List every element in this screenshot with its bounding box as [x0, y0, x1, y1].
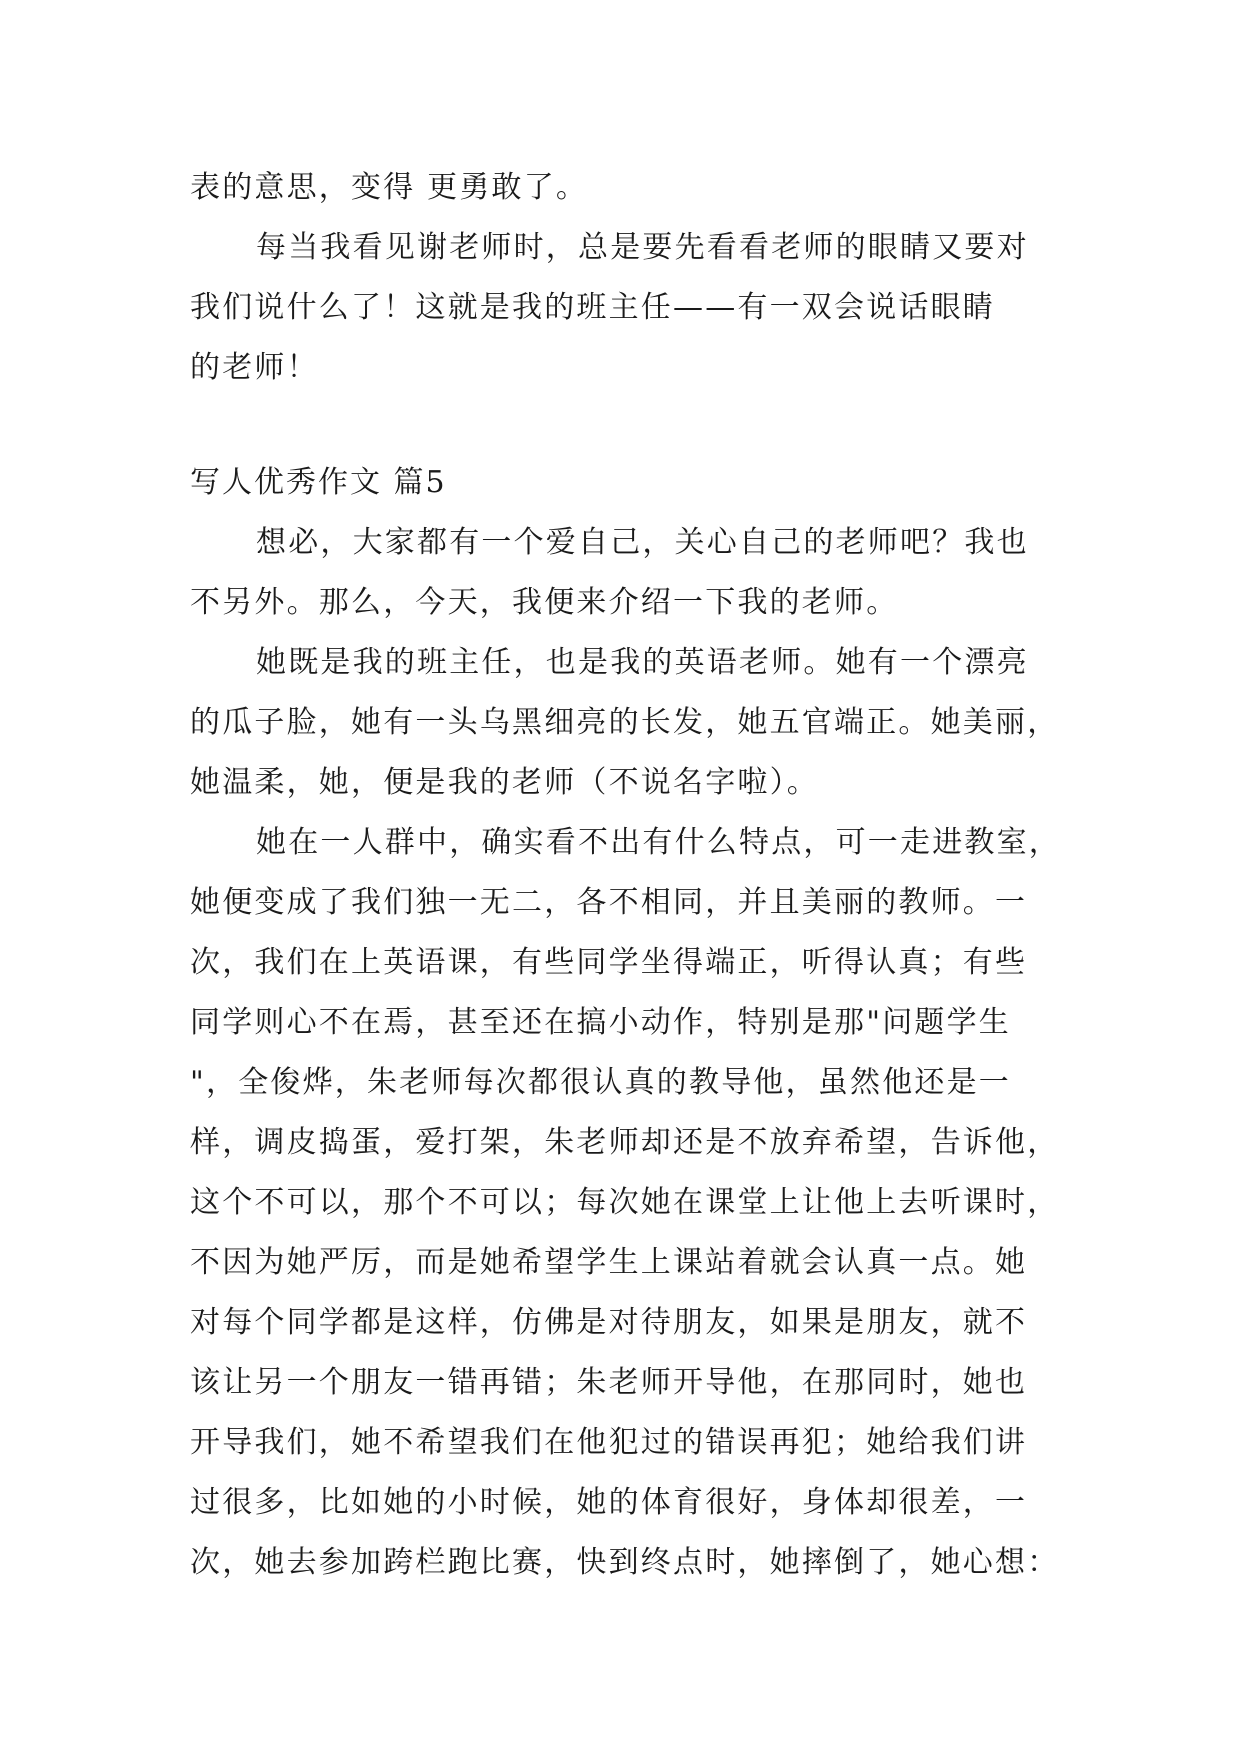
- section-heading: 写人优秀作文 篇5: [190, 465, 447, 500]
- text-line: 对每个同学都是这样，仿佛是对待朋友，如果是朋友，就不: [190, 1305, 1028, 1340]
- document-body: [190, 158, 1061, 1593]
- paragraph-intro: [190, 513, 1052, 633]
- text-line: 的老师！: [190, 350, 319, 385]
- text-line: 该让另一个朋友一错再错；朱老师开导他，在那同时，她也: [190, 1365, 1028, 1400]
- text-line: 次，她去参加跨栏跑比赛，快到终点时，她摔倒了，她心想：: [190, 1545, 1060, 1580]
- text-line: 的瓜子脸，她有一头乌黑细亮的长发，她五官端正。她美丽，: [190, 705, 1060, 740]
- text-line: 样，调皮捣蛋，爱打架，朱老师却还是不放弃希望，告诉他，: [190, 1125, 1060, 1160]
- paragraph-description: [190, 633, 1060, 813]
- paragraph-closing: [190, 218, 1052, 398]
- section-gap: [190, 398, 1052, 453]
- text-line: 过很多，比如她的小时候，她的体育很好，身体却很差，一: [190, 1485, 1028, 1520]
- text-line: 我们说什么了！这就是我的班主任——有一双会说话眼睛: [190, 290, 995, 325]
- text-line: 次，我们在上英语课，有些同学坐得端正，听得认真；有些: [190, 945, 1028, 980]
- paragraph-story: [190, 813, 1061, 1593]
- text-line: 她温柔，她，便是我的老师（不说名字啦）。: [190, 765, 819, 800]
- text-line: "，全俊烨，朱老师每次都很认真的教导他，虽然他还是一: [190, 1065, 1011, 1100]
- text-line: 表的意思，变得 更勇敢了。: [190, 170, 589, 205]
- text-line: 开导我们，她不希望我们在他犯过的错误再犯；她给我们讲: [190, 1425, 1028, 1460]
- text-line: 想必，大家都有一个爱自己，关心自己的老师吧？我也: [256, 525, 1029, 560]
- text-line: 不因为她严厉，而是她希望学生上课站着就会认真一点。她: [190, 1245, 1028, 1280]
- text-line: 她既是我的班主任，也是我的英语老师。她有一个漂亮: [256, 645, 1029, 680]
- paragraph-continued: [190, 158, 1052, 218]
- text-line: 同学则心不在焉，甚至还在搞小动作，特别是那"问题学生: [190, 1005, 1011, 1040]
- text-line: 她便变成了我们独一无二，各不相同，并且美丽的教师。一: [190, 885, 1028, 920]
- text-line: 这个不可以，那个不可以；每次她在课堂上让他上去听课时，: [190, 1185, 1060, 1220]
- text-line: 每当我看见谢老师时，总是要先看看老师的眼睛又要对: [256, 230, 1029, 265]
- text-line: 她在一人群中，确实看不出有什么特点，可一走进教室，: [256, 825, 1061, 860]
- text-line: 不另外。那么，今天，我便来介绍一下我的老师。: [190, 585, 899, 620]
